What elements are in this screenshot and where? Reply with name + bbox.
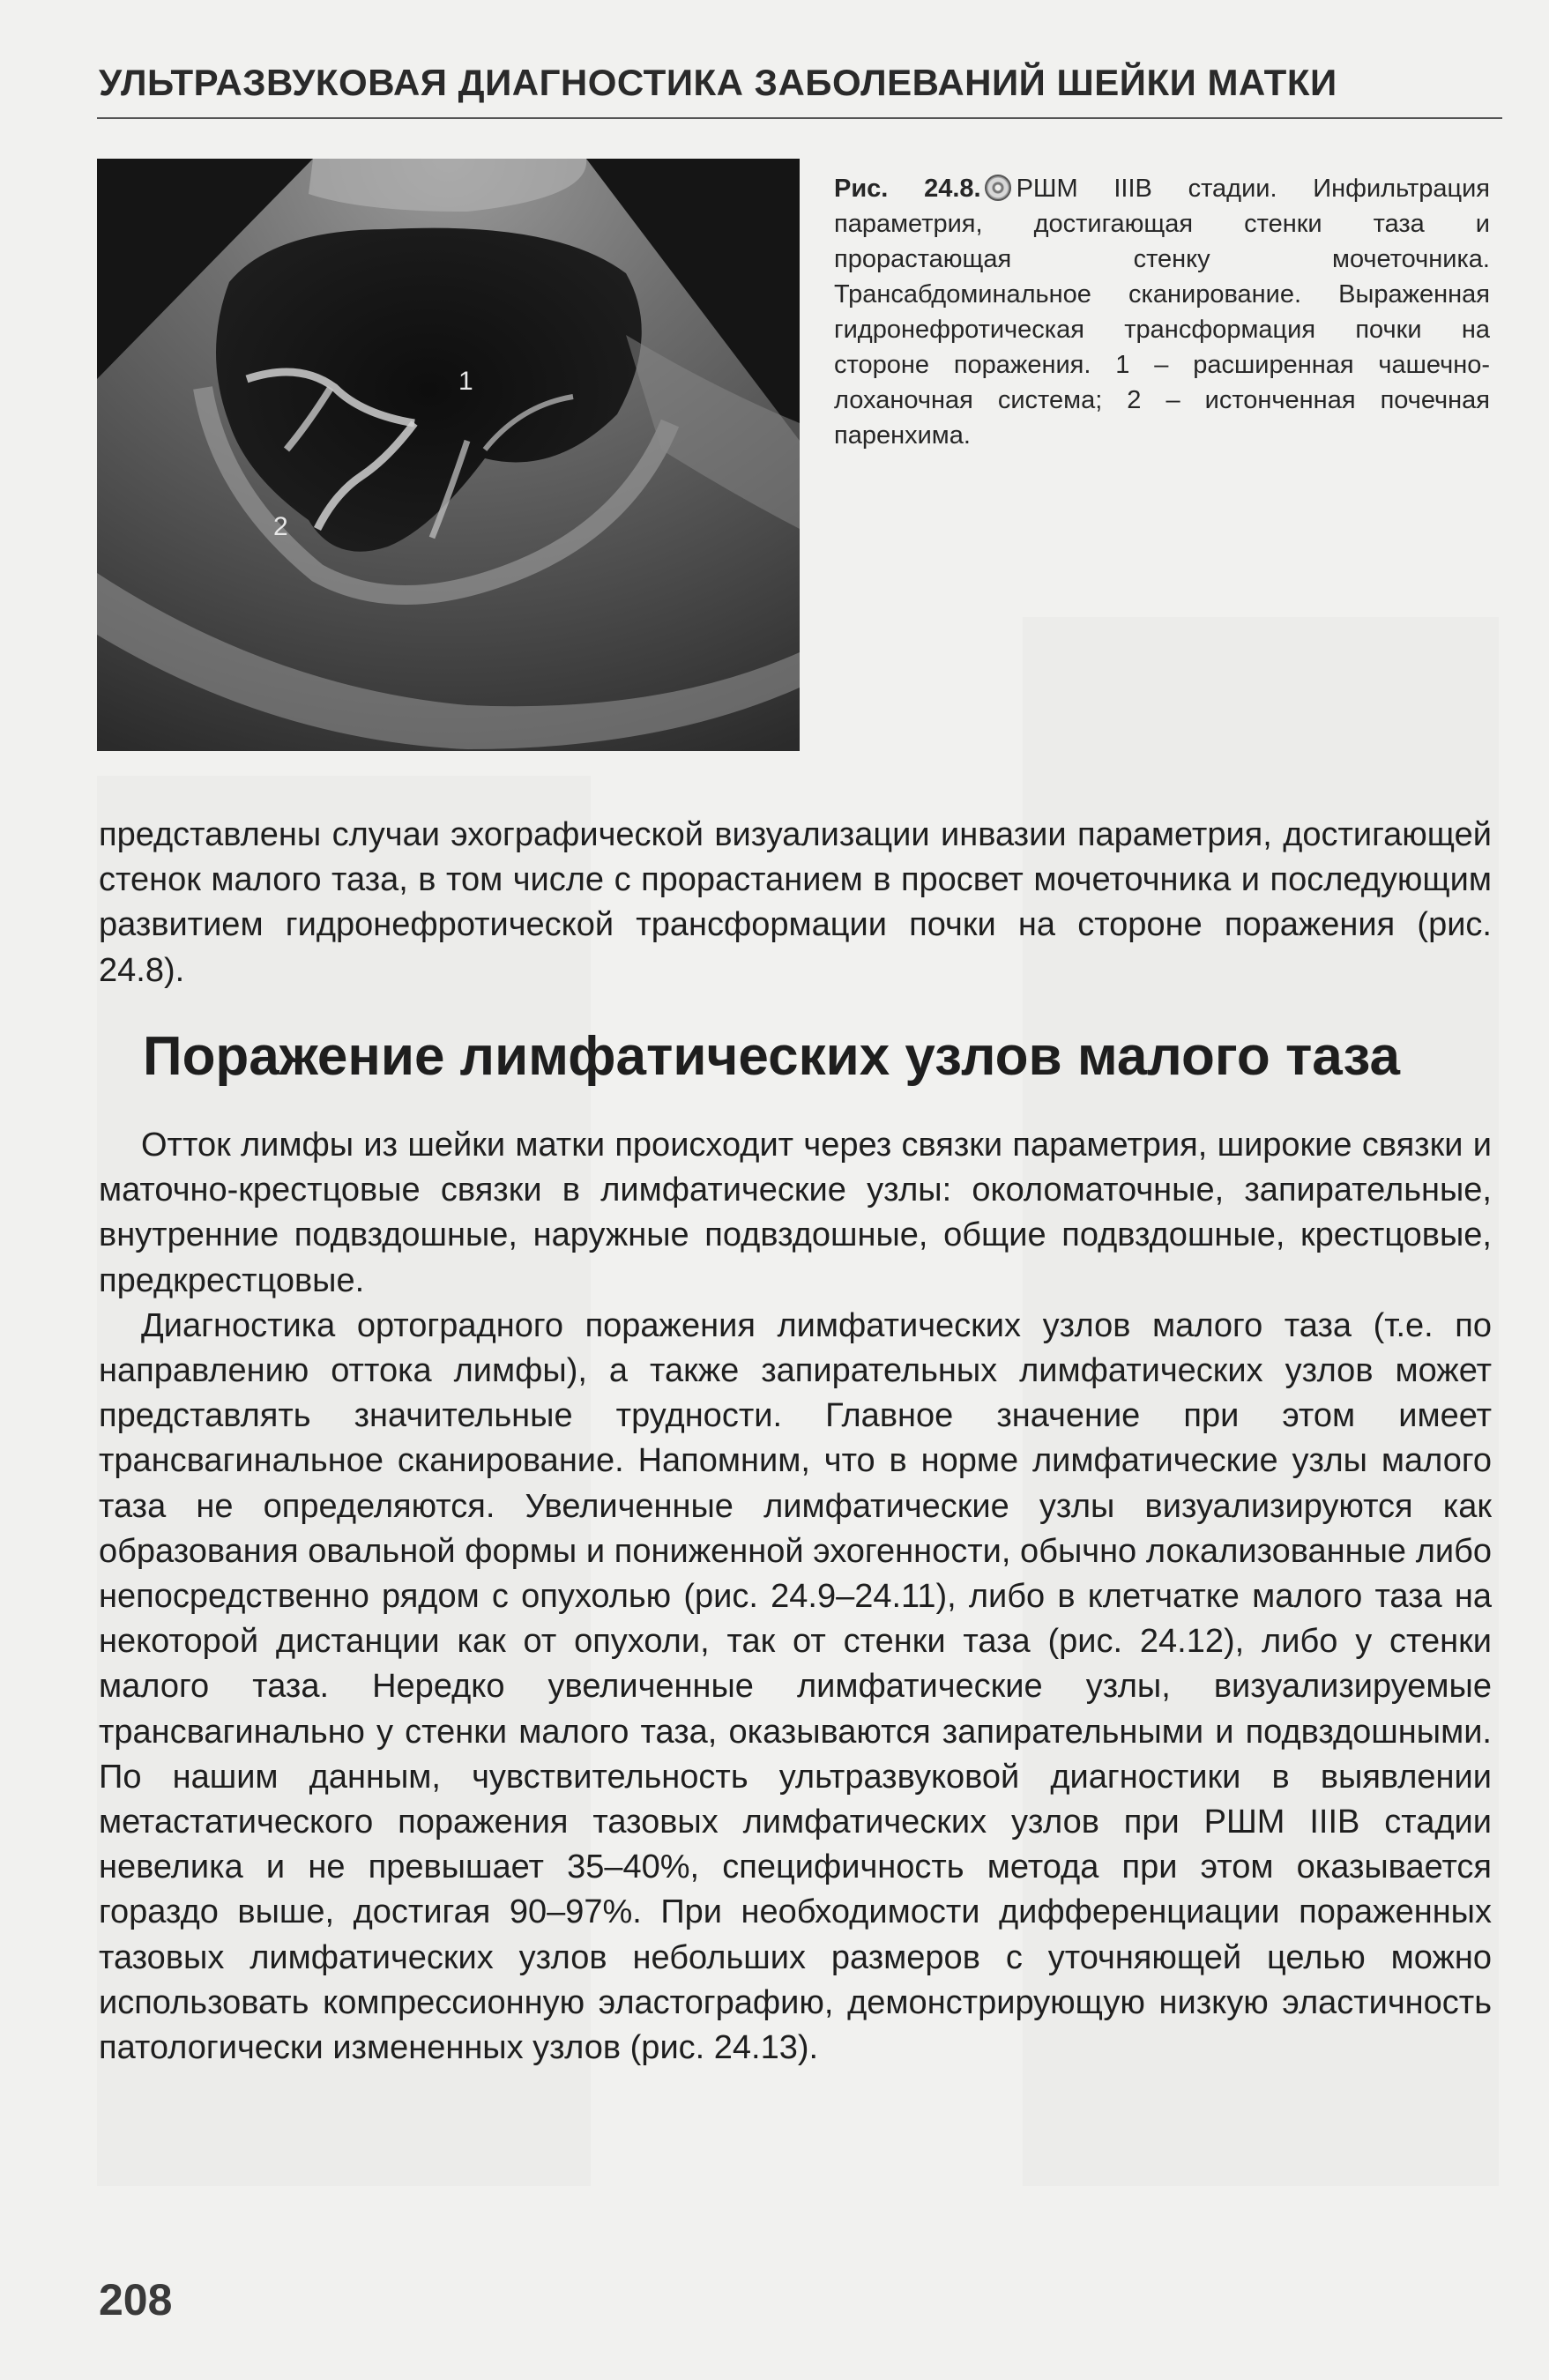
intro-paragraph: представлены случаи эхографической визуализации инвазии параметрия, достигающей стенок малого таза, в том числе с прорастанием в просвет мочеточника и последующим развитием гидронефротической трансформации почки на стороне поражения (рис. 24.8). bbox=[99, 816, 1492, 989]
section-body bbox=[99, 1123, 1492, 2071]
figure-number: Рис. 24.8. bbox=[834, 175, 981, 203]
ultrasound-image bbox=[97, 159, 800, 751]
page-number: 208 bbox=[99, 2275, 173, 2324]
header-rule bbox=[97, 117, 1502, 119]
figure-label-1: 1 bbox=[458, 367, 473, 396]
figure-label-2: 2 bbox=[273, 512, 288, 541]
caption-text: РШМ IIIB стадии. Инфильтрация параметрия, достигающая стенки таза и прорастающая стенку мочеточника. Трансабдоминальное сканирование. Выраженная гидронефротическая трансформация почки на стороне поражения. 1 – расширенная чашечно-лоханочная система; 2 – истонченная почечная паренхима. bbox=[834, 175, 1490, 450]
paragraph-lymph-drainage: Отток лимфы из шейки матки происходит через связки параметрия, широкие связки и маточно-крестцовые связки в лимфатические узлы: околоматочные, запирательные, внутренние подвздошные, наружные подвздошные, общие подвздошные, крестцовые, предкрестцовые. bbox=[99, 1127, 1492, 1299]
cd-disc-icon bbox=[985, 175, 1011, 201]
section-heading: Поражение лимфатических узлов малого таза bbox=[143, 1026, 1401, 1087]
figure-caption bbox=[834, 171, 1490, 453]
intro-paragraph-block bbox=[99, 813, 1492, 993]
running-head: УЛЬТРАЗВУКОВАЯ ДИАГНОСТИКА ЗАБОЛЕВАНИЙ ШЕЙКИ МАТКИ bbox=[99, 62, 1337, 103]
ultrasound-scan bbox=[97, 159, 800, 751]
paragraph-diagnostics: Диагностика ортоградного поражения лимфатических узлов малого таза (т.е. по направлению оттока лимфы), а также запирательных лимфатических узлов может представлять значительные трудности. Главное значение при этом имеет трансвагинальное сканирование. Напомним, что в норме лимфатические узлы малого таза не определяются. Увеличенные лимфатические узлы визуализируются как образования овальной формы и пониженной эхогенности, обычно локализованные либо непосредственно рядом с опухолью (рис. 24.9–24.11), либо в клетчатке малого таза на некоторой дистанции как от опухоли, так от стенки таза (рис. 24.12), либо у стенки малого таза. Нередко увеличенные лимфатические узлы, визуализируемые трансвагинально у стенки малого таза, оказываются запирательными и подвздошными. По нашим данным, чувствительность ультразвуковой диагностики в выявлении метастатического поражения тазовых лимфатических узлов при РШМ IIIB стадии невелика и не превышает 35–40%, специфичность метода при этом оказывается гораздо выше, достигая 90–97%. При необходимости дифференциации пораженных тазовых лимфатических узлов небольших размеров с уточняющей целью можно использовать компрессионную эластографию, демонстрирующую низкую эластичность патологически измененных узлов (рис. 24.13). bbox=[99, 1306, 1492, 2067]
